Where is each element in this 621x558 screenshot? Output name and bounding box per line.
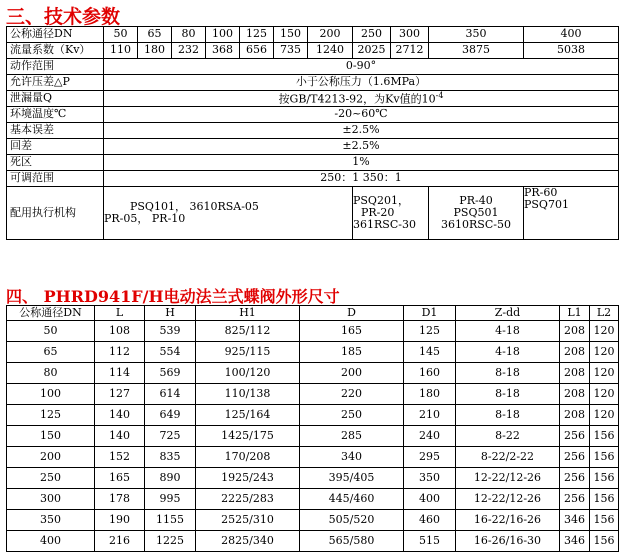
column-header: L bbox=[95, 306, 145, 321]
kv-cell: 656 bbox=[240, 43, 274, 59]
dn-cell: 50 bbox=[104, 27, 138, 43]
table-cell: 156 bbox=[590, 510, 619, 531]
param-label: 允许压差△P bbox=[7, 75, 104, 91]
table-cell: 295 bbox=[404, 447, 456, 468]
table-cell: 125 bbox=[7, 405, 95, 426]
table-cell: 539 bbox=[145, 321, 196, 342]
table-cell: 160 bbox=[404, 363, 456, 384]
actuator-label: 配用执行机构 bbox=[7, 187, 104, 240]
param-row bbox=[7, 171, 619, 187]
table-cell: 2225/283 bbox=[196, 489, 300, 510]
table-cell: 16-26/16-30 bbox=[456, 531, 560, 552]
table-cell: 256 bbox=[560, 426, 590, 447]
param-row bbox=[7, 123, 619, 139]
table-cell: 150 bbox=[7, 426, 95, 447]
table-cell: 8-18 bbox=[456, 384, 560, 405]
table-cell: 178 bbox=[95, 489, 145, 510]
actuator-line: PR-05， PR-10 bbox=[104, 212, 186, 225]
dn-cell: 250 bbox=[353, 27, 391, 43]
table-row bbox=[7, 489, 619, 510]
dn-cell: 300 bbox=[391, 27, 429, 43]
table-cell: 165 bbox=[300, 321, 404, 342]
dn-cell: 65 bbox=[138, 27, 172, 43]
actuator-line: PSQ201， bbox=[353, 193, 409, 207]
param-row bbox=[7, 59, 619, 75]
table-cell: 110/138 bbox=[196, 384, 300, 405]
actuator-line: PR-60 bbox=[524, 186, 558, 199]
table-cell: 12-22/12-26 bbox=[456, 489, 560, 510]
param-value bbox=[104, 91, 619, 107]
param-row bbox=[7, 91, 619, 107]
table-cell: 165 bbox=[95, 468, 145, 489]
table-cell: 614 bbox=[145, 384, 196, 405]
kv-label: 流量系数（Kv） bbox=[7, 43, 104, 59]
table-cell: 180 bbox=[404, 384, 456, 405]
table-cell: 350 bbox=[404, 468, 456, 489]
table-cell: 170/208 bbox=[196, 447, 300, 468]
table-cell: 140 bbox=[95, 426, 145, 447]
table-cell: 156 bbox=[590, 468, 619, 489]
dn-cell: 150 bbox=[274, 27, 308, 43]
table-cell: 400 bbox=[404, 489, 456, 510]
table-cell: 505/520 bbox=[300, 510, 404, 531]
table-cell: 649 bbox=[145, 405, 196, 426]
table-cell: 127 bbox=[95, 384, 145, 405]
table-cell: 835 bbox=[145, 447, 196, 468]
kv-cell: 232 bbox=[172, 43, 206, 59]
table-cell: 145 bbox=[404, 342, 456, 363]
section4-title: 四、 PHRD941F/H电动法兰式蝶阀外形尺寸 bbox=[6, 287, 340, 306]
section3-title: 三、技术参数 bbox=[6, 6, 121, 28]
table-cell: 140 bbox=[95, 405, 145, 426]
param-label: 环境温度℃ bbox=[7, 107, 104, 123]
column-header: Z-dd bbox=[456, 306, 560, 321]
column-header: D bbox=[300, 306, 404, 321]
table-cell: 256 bbox=[560, 447, 590, 468]
kv-cell: 2025 bbox=[353, 43, 391, 59]
table-cell: 554 bbox=[145, 342, 196, 363]
table-cell: 569 bbox=[145, 363, 196, 384]
table-cell: 200 bbox=[7, 447, 95, 468]
dimensions-table bbox=[6, 305, 619, 552]
kv-row bbox=[7, 43, 619, 59]
tech-params-table bbox=[6, 26, 619, 240]
param-value: 0-90° bbox=[104, 59, 619, 75]
param-value: 250：1 350：1 bbox=[104, 171, 619, 187]
table-cell: 1155 bbox=[145, 510, 196, 531]
table-cell: 190 bbox=[95, 510, 145, 531]
kv-cell: 5038 bbox=[524, 43, 619, 59]
column-header: H1 bbox=[196, 306, 300, 321]
actuator-line: 3610RSC-50 bbox=[441, 218, 511, 232]
table-row bbox=[7, 426, 619, 447]
table-cell: 120 bbox=[590, 342, 619, 363]
actuator-group-2 bbox=[353, 187, 429, 240]
table-cell: 156 bbox=[590, 531, 619, 552]
table-cell: 12-22/12-26 bbox=[456, 468, 560, 489]
table-cell: 185 bbox=[300, 342, 404, 363]
table-cell: 152 bbox=[95, 447, 145, 468]
actuator-group-1 bbox=[104, 187, 353, 240]
table-cell: 200 bbox=[300, 363, 404, 384]
actuator-line: PSQ501 bbox=[453, 205, 499, 219]
column-header: D1 bbox=[404, 306, 456, 321]
param-label: 泄漏量Q bbox=[7, 91, 104, 107]
table-cell: 156 bbox=[590, 489, 619, 510]
actuator-group-3 bbox=[429, 187, 524, 240]
param-label: 基本误差 bbox=[7, 123, 104, 139]
kv-cell: 1240 bbox=[308, 43, 353, 59]
table-row bbox=[7, 363, 619, 384]
table-row bbox=[7, 468, 619, 489]
table-cell: 208 bbox=[560, 321, 590, 342]
table-cell: 220 bbox=[300, 384, 404, 405]
table-cell: 400 bbox=[7, 531, 95, 552]
actuator-group-4 bbox=[524, 187, 619, 240]
table-cell: 216 bbox=[95, 531, 145, 552]
kv-cell: 735 bbox=[274, 43, 308, 59]
kv-cell: 3875 bbox=[429, 43, 524, 59]
table-cell: 208 bbox=[560, 384, 590, 405]
table-cell: 8-22/2-22 bbox=[456, 447, 560, 468]
table-cell: 460 bbox=[404, 510, 456, 531]
kv-cell: 368 bbox=[206, 43, 240, 59]
table-cell: 125/164 bbox=[196, 405, 300, 426]
table-cell: 120 bbox=[590, 321, 619, 342]
column-header: 公称通径DN bbox=[7, 306, 95, 321]
table-cell: 256 bbox=[560, 489, 590, 510]
table-cell: 208 bbox=[560, 363, 590, 384]
table-cell: 156 bbox=[590, 447, 619, 468]
table-cell: 346 bbox=[560, 510, 590, 531]
table-cell: 125 bbox=[404, 321, 456, 342]
table-cell: 250 bbox=[7, 468, 95, 489]
table-cell: 2525/310 bbox=[196, 510, 300, 531]
table-cell: 8-22 bbox=[456, 426, 560, 447]
param-row bbox=[7, 139, 619, 155]
table-cell: 240 bbox=[404, 426, 456, 447]
param-value: -20~60℃ bbox=[104, 107, 619, 123]
table-cell: 108 bbox=[95, 321, 145, 342]
kv-cell: 110 bbox=[104, 43, 138, 59]
table-cell: 925/115 bbox=[196, 342, 300, 363]
param-value: 1% bbox=[104, 155, 619, 171]
dn-cell: 400 bbox=[524, 27, 619, 43]
table-cell: 100/120 bbox=[196, 363, 300, 384]
table-row bbox=[7, 384, 619, 405]
table-cell: 890 bbox=[145, 468, 196, 489]
leakage-exponent: -4 bbox=[435, 90, 444, 100]
table-cell: 4-18 bbox=[456, 342, 560, 363]
actuator-line: PSQ101， 3610RSA-05 bbox=[130, 199, 259, 213]
column-header: L2 bbox=[590, 306, 619, 321]
column-header: H bbox=[145, 306, 196, 321]
kv-cell: 2712 bbox=[391, 43, 429, 59]
param-row bbox=[7, 155, 619, 171]
table-row bbox=[7, 342, 619, 363]
dn-label: 公称通径DN bbox=[7, 27, 104, 43]
table-cell: 250 bbox=[300, 405, 404, 426]
table-cell: 208 bbox=[560, 405, 590, 426]
table-cell: 346 bbox=[560, 531, 590, 552]
param-row bbox=[7, 107, 619, 123]
table-cell: 995 bbox=[145, 489, 196, 510]
param-value: ±2.5% bbox=[104, 123, 619, 139]
column-header: L1 bbox=[560, 306, 590, 321]
table-cell: 112 bbox=[95, 342, 145, 363]
leakage-text: 按GB/T4213-92，为Kv值的10 bbox=[278, 92, 436, 106]
table-cell: 2825/340 bbox=[196, 531, 300, 552]
param-row bbox=[7, 75, 619, 91]
table-cell: 120 bbox=[590, 363, 619, 384]
table-cell: 340 bbox=[300, 447, 404, 468]
table-cell: 120 bbox=[590, 405, 619, 426]
param-label: 回差 bbox=[7, 139, 104, 155]
table-cell: 208 bbox=[560, 342, 590, 363]
table-row bbox=[7, 531, 619, 552]
table-cell: 825/112 bbox=[196, 321, 300, 342]
table-cell: 114 bbox=[95, 363, 145, 384]
table-cell: 8-18 bbox=[456, 363, 560, 384]
dn-row bbox=[7, 27, 619, 43]
table-cell: 300 bbox=[7, 489, 95, 510]
actuator-line: 361RSC-30 bbox=[353, 218, 416, 232]
dn-cell: 100 bbox=[206, 27, 240, 43]
table-cell: 1425/175 bbox=[196, 426, 300, 447]
dn-cell: 125 bbox=[240, 27, 274, 43]
table-header-row bbox=[7, 306, 619, 321]
actuator-line: PR-20 bbox=[361, 205, 395, 219]
table-cell: 515 bbox=[404, 531, 456, 552]
dn-cell: 350 bbox=[429, 27, 524, 43]
dn-cell: 80 bbox=[172, 27, 206, 43]
kv-cell: 180 bbox=[138, 43, 172, 59]
table-row bbox=[7, 321, 619, 342]
table-cell: 1925/243 bbox=[196, 468, 300, 489]
table-cell: 120 bbox=[590, 384, 619, 405]
dn-cell: 200 bbox=[308, 27, 353, 43]
actuator-line: PR-40 bbox=[459, 193, 493, 207]
table-row bbox=[7, 447, 619, 468]
actuator-row bbox=[7, 187, 619, 240]
table-row bbox=[7, 405, 619, 426]
table-cell: 210 bbox=[404, 405, 456, 426]
table-cell: 1225 bbox=[145, 531, 196, 552]
table-cell: 4-18 bbox=[456, 321, 560, 342]
table-cell: 445/460 bbox=[300, 489, 404, 510]
table-cell: 50 bbox=[7, 321, 95, 342]
table-cell: 8-18 bbox=[456, 405, 560, 426]
table-cell: 65 bbox=[7, 342, 95, 363]
param-value: 小于公称压力（1.6MPa） bbox=[104, 75, 619, 91]
table-cell: 395/405 bbox=[300, 468, 404, 489]
table-cell: 100 bbox=[7, 384, 95, 405]
param-label: 可调范围 bbox=[7, 171, 104, 187]
table-cell: 725 bbox=[145, 426, 196, 447]
table-row bbox=[7, 510, 619, 531]
actuator-line: PSQ701 bbox=[524, 198, 569, 212]
table-cell: 256 bbox=[560, 468, 590, 489]
table-cell: 80 bbox=[7, 363, 95, 384]
param-label: 死区 bbox=[7, 155, 104, 171]
param-label: 动作范围 bbox=[7, 59, 104, 75]
table-cell: 350 bbox=[7, 510, 95, 531]
table-cell: 565/580 bbox=[300, 531, 404, 552]
table-cell: 156 bbox=[590, 426, 619, 447]
table-cell: 16-22/16-26 bbox=[456, 510, 560, 531]
table-cell: 285 bbox=[300, 426, 404, 447]
param-value: ±2.5% bbox=[104, 139, 619, 155]
